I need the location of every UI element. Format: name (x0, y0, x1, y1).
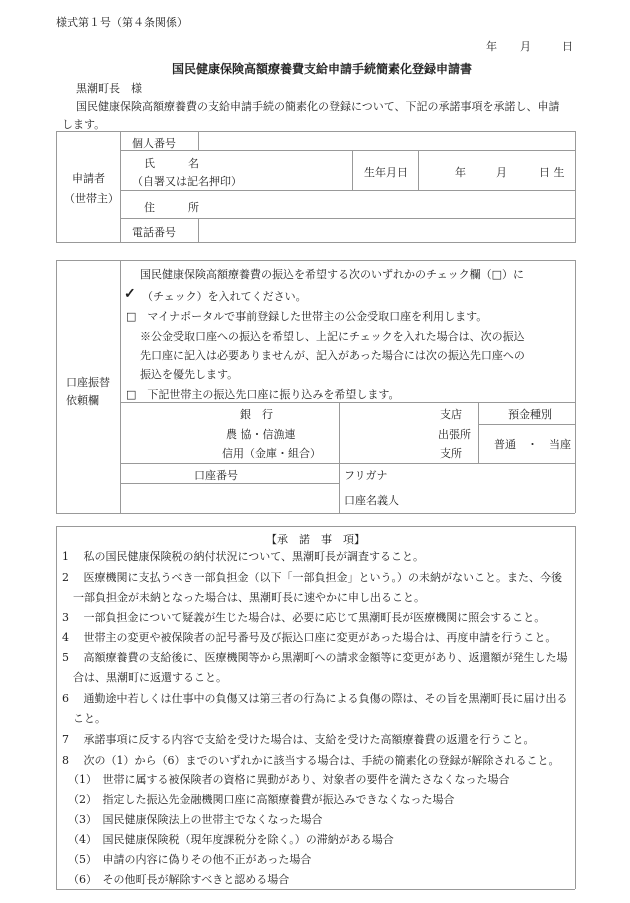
consent-line: 一部負担金が未納となった場合は、黒潮町長に速やかに申し出ること。 (62, 591, 425, 604)
consent-line: （4） 国民健康保険税（現年度課税分を除く。）の滞納がある場合 (68, 833, 394, 846)
consent-line: 4 世帯主の変更や被保険者の記号番号及び振込口座に変更があった場合は、再度申請を行うこと。 (62, 631, 557, 644)
furigana-label: フリガナ (344, 469, 388, 482)
option-public-account[interactable]: □ マイナポータルで事前登録した世帯主の公金受取口座を利用します。 (126, 310, 488, 323)
applicant-sublabel: （世帯主） (64, 192, 119, 205)
consent-line: （3） 国民健康保険法上の世帯主でなくなった場合 (68, 813, 323, 826)
option-designated-account[interactable]: □ 下記世帯主の振込先口座に振り込みを希望します。 (126, 388, 400, 401)
check-mark-icon: ✓ (124, 286, 136, 302)
date-day: 日 (562, 40, 573, 53)
agri-label: 農 協・信漁連 (226, 428, 296, 441)
bank-label: 銀 行 (240, 408, 273, 421)
account-holder-label: 口座名義人 (344, 494, 399, 507)
consent-line: こと。 (62, 712, 106, 725)
mynumber-field[interactable] (200, 133, 572, 148)
transfer-note-3: 振込を優先します。 (140, 368, 239, 381)
account-number-field[interactable] (122, 485, 337, 511)
consent-line: 2 医療機関に支払うべき一部負担金（以下「一部負担金」という。）の未納がないこと。また、今後 (62, 571, 562, 584)
bank-name-field[interactable] (124, 404, 214, 460)
consent-line: 8 次の（1）から（6）までのいずれかに該当する場合は、手続の簡素化の登録が解除されること。 (62, 754, 560, 767)
consent-line: （5） 申請の内容に偽りその他不正があった場合 (68, 853, 312, 866)
intro-line-1: 国民健康保険高額療養費の支給申請手続の簡素化の登録について、下記の承諾事項を承諾し、申請 (76, 100, 560, 113)
office-label: 出張所 (438, 428, 471, 441)
addressee: 黒潮町長 様 (76, 82, 142, 95)
consent-line: 合は、黒潮町に返還すること。 (62, 671, 227, 684)
branch-label: 支店 (440, 408, 462, 421)
name-note: （自署又は記名押印） (132, 175, 242, 188)
transfer-note-1: ※公金受取口座への振込を希望し、上記にチェックを入れた場合は、次の振込 (140, 330, 525, 343)
phone-field[interactable] (200, 220, 572, 240)
birth-label: 生年月日 (364, 166, 408, 179)
birth-year: 年 (455, 166, 466, 179)
consent-line: 7 承諾事項に反する内容で支給を受けた場合は、支給を受けた高額療養費の返還を行うこと。 (62, 733, 535, 746)
name-label: 氏 名 (144, 157, 199, 170)
transfer-instruction-1: 国民健康保険高額療養費の振込を希望する次のいずれかのチェック欄（□）に (140, 268, 525, 281)
consent-line: 5 高額療養費の支給後に、医療機関等から黒潮町への請求金額等に変更があり、返還額が発生した場 (62, 651, 568, 664)
consent-line: （2） 指定した振込先金融機関口座に高額療養費が振込みできなくなった場合 (68, 793, 455, 806)
applicant-label: 申請者 (72, 172, 105, 185)
consent-header: 【承 諾 事 項】 (266, 533, 365, 546)
date-year: 年 (486, 40, 497, 53)
transfer-sublabel: 依頼欄 (66, 394, 99, 407)
consent-line: 3 一部負担金について疑義が生じた場合は、必要に応じて黒潮町長が医療機関に照会すること。 (62, 611, 546, 624)
transfer-instruction-2: （チェック）を入れてください。 (142, 290, 307, 303)
deposit-type-label: 預金種別 (508, 408, 552, 421)
consent-line: （1） 世帯に属する被保険者の資格に異動があり、対象者の要件を満たさなくなった場合 (68, 773, 510, 786)
birth-month: 月 (496, 166, 507, 179)
transfer-label: 口座振替 (66, 376, 110, 389)
phone-label: 電話番号 (132, 226, 176, 239)
credit-label: 信用（金庫・組合） (222, 447, 321, 460)
address-label: 住 所 (144, 201, 199, 214)
date-month: 月 (520, 40, 531, 53)
mynumber-label: 個人番号 (132, 137, 176, 150)
branch-name-field[interactable] (344, 404, 434, 460)
account-number-label: 口座番号 (194, 469, 238, 482)
consent-line: 6 通勤途中若しくは仕事中の負傷又は第三者の行為による負傷の際は、その旨を黒潮町長に届け出る (62, 692, 568, 705)
consent-line: （6） その他町長が解除すべきと認める場合 (68, 873, 290, 886)
form-number: 様式第１号（第４条関係） (56, 16, 188, 29)
branch2-label: 支所 (440, 447, 462, 460)
consent-line: 1 私の国民健康保険税の納付状況について、黒潮町長が調査すること。 (62, 550, 425, 563)
deposit-type-options[interactable]: 普通 ・ 当座 (494, 438, 571, 451)
birth-day: 日 生 (539, 166, 565, 179)
account-holder-field[interactable] (412, 465, 572, 511)
intro-line-2: します。 (62, 118, 106, 131)
address-field[interactable] (200, 192, 572, 216)
form-title: 国民健康保険高額療養費支給申請手続簡素化登録申請書 (172, 62, 473, 76)
name-field[interactable] (270, 152, 350, 188)
transfer-note-2: 先口座に記入は必要ありませんが、記入があった場合には次の振込先口座への (140, 349, 525, 362)
